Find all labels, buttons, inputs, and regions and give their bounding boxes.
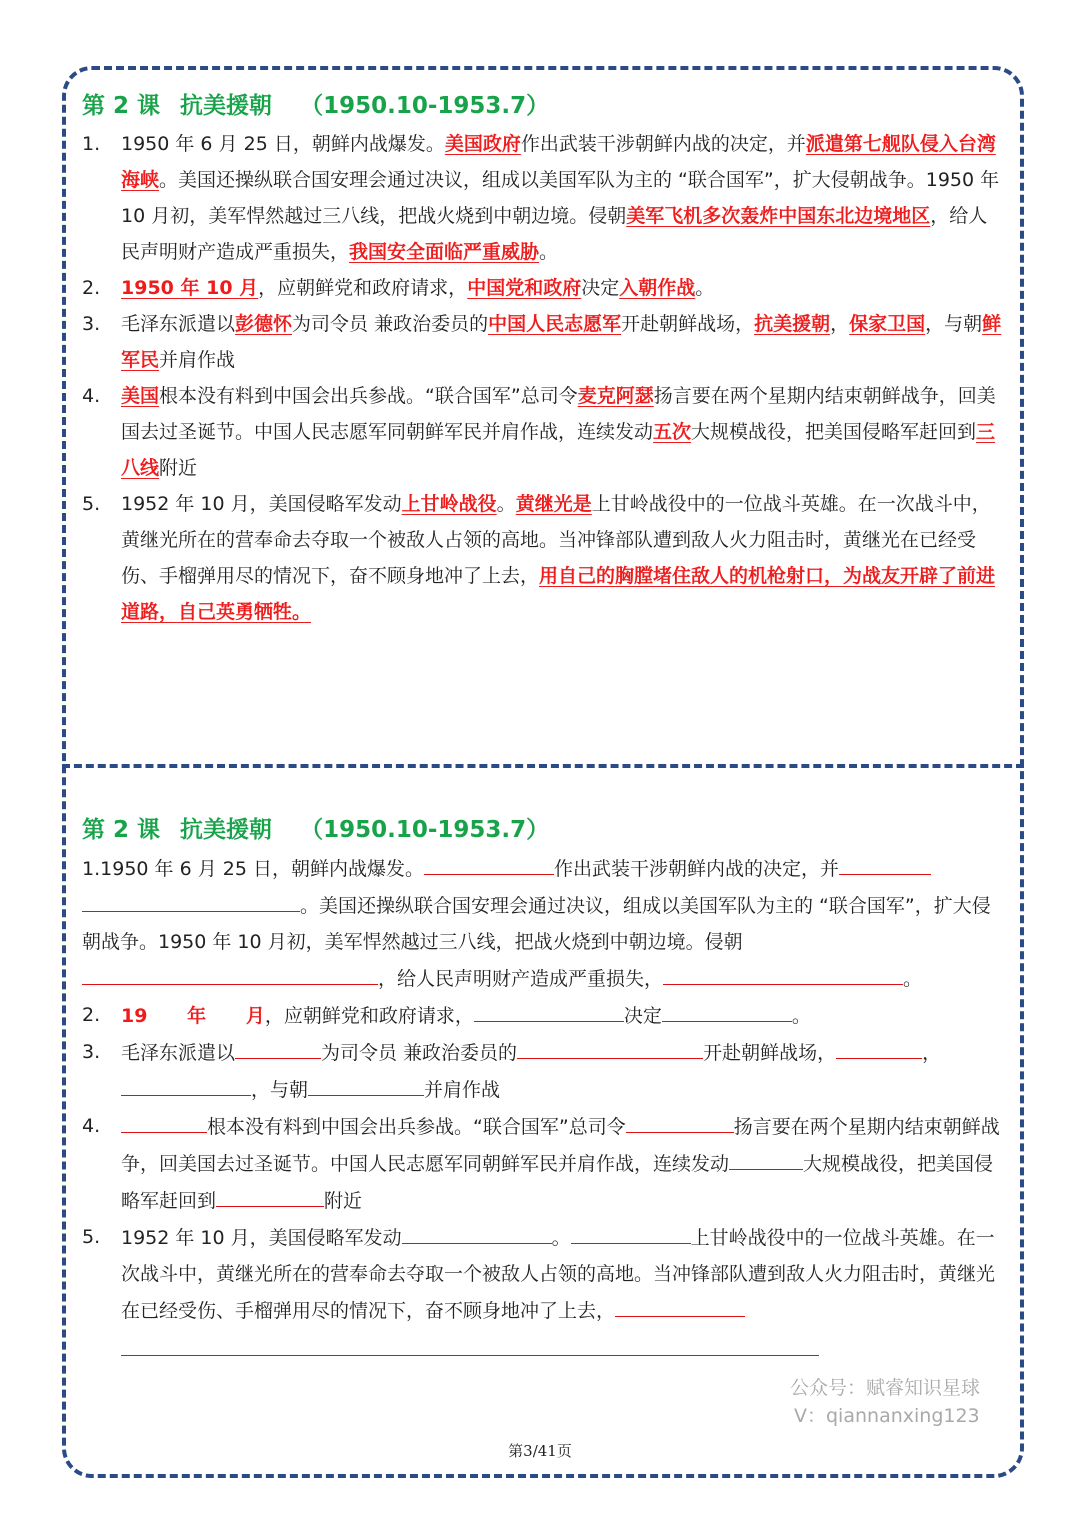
item-number: 1. bbox=[82, 858, 101, 880]
fill-blank[interactable] bbox=[424, 850, 554, 875]
lesson-title bbox=[82, 86, 1002, 126]
item-text: ，应朝鲜党和政府请求， bbox=[258, 277, 468, 299]
fill-blank[interactable] bbox=[729, 1145, 803, 1170]
item-text: 1952 年 10 月，美国侵略军发动 bbox=[121, 1227, 402, 1249]
item-number: 2. bbox=[82, 277, 101, 299]
fill-blank[interactable] bbox=[626, 1108, 734, 1133]
item-text: 决定 bbox=[581, 277, 620, 299]
exercise-list bbox=[82, 850, 1002, 1356]
key-term: 保家卫国 bbox=[849, 313, 926, 335]
item-text: ，与朝 bbox=[251, 1079, 309, 1101]
exercise-item bbox=[82, 1219, 1002, 1356]
item-text: 并肩作战 bbox=[159, 349, 236, 371]
item-text: 。美国还操纵联合国安理会通过决议，组成以美国军队为主的 “联合国军”，扩大侵朝战争。1950 年 10 月初，美军悍然越过三八线，把战火烧到中朝边境。侵朝 bbox=[82, 895, 991, 953]
lesson-topic: 抗美援朝 bbox=[180, 817, 273, 843]
key-term: 五次 bbox=[653, 421, 692, 443]
item-text: 。美国还操纵联合国安理会通过决议，组成以美国军队为主的 “联合国军”，扩大侵朝战争。1950 年 10 月初，美军悍然越过三八线，把战火烧到中朝边境。侵朝 bbox=[121, 169, 1000, 227]
item-text: 大规模战役，把美国侵略军赶回到 bbox=[691, 421, 977, 443]
watermark-id: V：qiannanxing123 bbox=[794, 1405, 980, 1427]
item-text: ， bbox=[830, 313, 850, 335]
item-text: 上甘岭战役中的一位战斗英雄。在一次战斗中，黄继光所在的营奉命去夺取一个被敌人占领的高地。当冲锋部队遭到敌人火力阻击时，黄继光在已经受伤、手榴弹用尽的情况下，奋不顾身地冲了上去， bbox=[121, 493, 991, 587]
key-term: 我国安全面临严重威胁 bbox=[349, 241, 540, 263]
key-term: 用自己的胸膛堵住敌人的机枪射口，为战友开辟了前进道路，自己英勇牺牲。 bbox=[121, 565, 996, 623]
exercise-item bbox=[82, 850, 1002, 997]
exercise-section bbox=[82, 810, 1002, 1356]
fill-blank[interactable] bbox=[121, 1071, 251, 1096]
key-term: 1950 年 10 月 bbox=[121, 277, 259, 299]
item-text: 1952 年 10 月，美国侵略军发动 bbox=[121, 493, 402, 515]
prefilled-date: 19 bbox=[121, 1005, 148, 1027]
watermark-account: 公众号：赋睿知识星球 bbox=[790, 1377, 981, 1399]
item-text: 作出武装干涉朝鲜内战的决定，并 bbox=[553, 858, 839, 880]
fill-blank[interactable] bbox=[402, 1219, 552, 1244]
item-text: 。 bbox=[496, 493, 516, 515]
fill-blank[interactable] bbox=[663, 960, 903, 985]
item-text: 。 bbox=[791, 1005, 811, 1027]
exercise-item bbox=[82, 1108, 1002, 1219]
item-text: 根本没有料到中国会出兵参战。“联合国军”总司令 bbox=[159, 385, 578, 407]
lesson-number: 第 2 课 bbox=[82, 817, 161, 843]
key-term: 美国政府 bbox=[444, 133, 521, 155]
exercise-item bbox=[82, 997, 1002, 1034]
item-text: 附近 bbox=[159, 457, 198, 479]
answer-item bbox=[82, 270, 1002, 306]
item-number: 4. bbox=[82, 385, 101, 407]
key-term: 三八线 bbox=[121, 421, 996, 479]
lesson-period: （1950.10-1953.7） bbox=[300, 817, 550, 843]
key-term: 入朝作战 bbox=[619, 277, 696, 299]
fill-blank[interactable] bbox=[836, 1034, 922, 1059]
prefilled-date: 年 月 bbox=[147, 1005, 265, 1027]
item-number: 1. bbox=[82, 133, 101, 155]
key-term: 中国人民志愿军 bbox=[488, 313, 622, 335]
lesson-title bbox=[82, 810, 1002, 850]
fill-blank[interactable] bbox=[82, 960, 378, 985]
key-term: 美军飞机多次轰炸中国东北边境地区 bbox=[626, 205, 931, 227]
fill-blank[interactable] bbox=[615, 1292, 745, 1317]
answer-item bbox=[82, 378, 1002, 486]
lesson-topic: 抗美援朝 bbox=[180, 93, 273, 119]
fill-blank[interactable] bbox=[571, 1219, 691, 1244]
key-term: 中国党和政府 bbox=[467, 277, 582, 299]
item-text: 为司令员 兼政治委员的 bbox=[292, 313, 489, 335]
item-text: 毛泽东派遣以 bbox=[121, 313, 236, 335]
key-term: 派遣第七舰队侵入台湾海峡 bbox=[121, 133, 996, 191]
fill-blank[interactable] bbox=[517, 1034, 703, 1059]
item-text: 扬言要在两个星期内结束朝鲜战争，回美国去过圣诞节。中国人民志愿军同朝鲜军民并肩作战，连续发动 bbox=[121, 1116, 1000, 1175]
page-number: 第3/41页 bbox=[508, 1442, 572, 1460]
item-text: ，应朝鲜党和政府请求， bbox=[264, 1005, 474, 1027]
key-term: 黄继光是 bbox=[515, 493, 592, 515]
answer-section bbox=[82, 86, 1002, 630]
item-text: 。 bbox=[539, 241, 559, 263]
exercise-item bbox=[82, 1034, 1002, 1108]
key-term: 彭德怀 bbox=[235, 313, 293, 335]
fill-blank[interactable] bbox=[82, 887, 300, 912]
item-text: 作出武装干涉朝鲜内战的决定，并 bbox=[520, 133, 806, 155]
item-text: ，与朝 bbox=[925, 313, 983, 335]
item-text: 决定 bbox=[623, 1005, 662, 1027]
answer-list bbox=[82, 126, 1002, 630]
item-number: 5. bbox=[82, 1226, 101, 1248]
item-text: ， bbox=[922, 1042, 942, 1064]
dashed-divider bbox=[62, 764, 1024, 768]
item-text: ，给人民声明财产造成严重损失， bbox=[378, 968, 664, 990]
item-text: 附近 bbox=[324, 1190, 363, 1212]
item-text: 。 bbox=[551, 1227, 571, 1249]
answer-item bbox=[82, 126, 1002, 270]
fill-blank[interactable] bbox=[474, 997, 624, 1022]
key-term: 鲜军民 bbox=[121, 313, 1002, 371]
item-number: 3. bbox=[82, 1041, 101, 1063]
item-text: 上甘岭战役中的一位战斗英雄。在一次战斗中，黄继光所在的营奉命去夺取一个被敌人占领的高地。当冲锋部队遭到敌人火力阻击时，黄继光在已经受伤、手榴弹用尽的情况下，奋不顾身地冲了上去， bbox=[121, 1227, 996, 1322]
item-text: 并肩作战 bbox=[424, 1079, 501, 1101]
lesson-number: 第 2 课 bbox=[82, 93, 161, 119]
item-number: 3. bbox=[82, 313, 101, 335]
fill-blank[interactable] bbox=[121, 1329, 819, 1356]
key-term: 美国 bbox=[121, 385, 160, 407]
item-text: 。 bbox=[903, 968, 923, 990]
fill-blank[interactable] bbox=[235, 1034, 321, 1059]
key-term: 麦克阿瑟 bbox=[577, 385, 654, 407]
fill-blank[interactable] bbox=[216, 1182, 324, 1207]
item-number: 5. bbox=[82, 493, 101, 515]
item-number: 4. bbox=[82, 1115, 101, 1137]
key-term: 抗美援朝 bbox=[754, 313, 831, 335]
item-text: 根本没有料到中国会出兵参战。“联合国军”总司令 bbox=[207, 1116, 626, 1138]
fill-blank[interactable] bbox=[308, 1071, 424, 1096]
item-text: 扬言要在两个星期内结束朝鲜战争，回美国去过圣诞节。中国人民志愿军同朝鲜军民并肩作战，连续发动 bbox=[121, 385, 996, 443]
item-text: 毛泽东派遣以 bbox=[121, 1042, 236, 1064]
fill-blank[interactable] bbox=[121, 1108, 207, 1133]
item-text: 大规模战役，把美国侵略军赶回到 bbox=[121, 1153, 994, 1212]
item-number: 2. bbox=[82, 1004, 101, 1026]
item-text: 为司令员 兼政治委员的 bbox=[321, 1042, 518, 1064]
fill-blank[interactable] bbox=[839, 850, 931, 875]
answer-item bbox=[82, 486, 1002, 630]
item-text: 开赴朝鲜战场， bbox=[703, 1042, 837, 1064]
lesson-period: （1950.10-1953.7） bbox=[300, 93, 550, 119]
item-text: 1950 年 6 月 25 日，朝鲜内战爆发。 bbox=[121, 133, 445, 155]
item-text: ，给人民声明财产造成严重损失， bbox=[121, 205, 988, 263]
fill-blank[interactable] bbox=[662, 997, 792, 1022]
key-term: 上甘岭战役 bbox=[401, 493, 497, 515]
item-text: 。 bbox=[695, 277, 715, 299]
item-text: 1950 年 6 月 25 日，朝鲜内战爆发。 bbox=[100, 858, 424, 880]
answer-item bbox=[82, 306, 1002, 378]
item-text: 开赴朝鲜战场， bbox=[621, 313, 755, 335]
